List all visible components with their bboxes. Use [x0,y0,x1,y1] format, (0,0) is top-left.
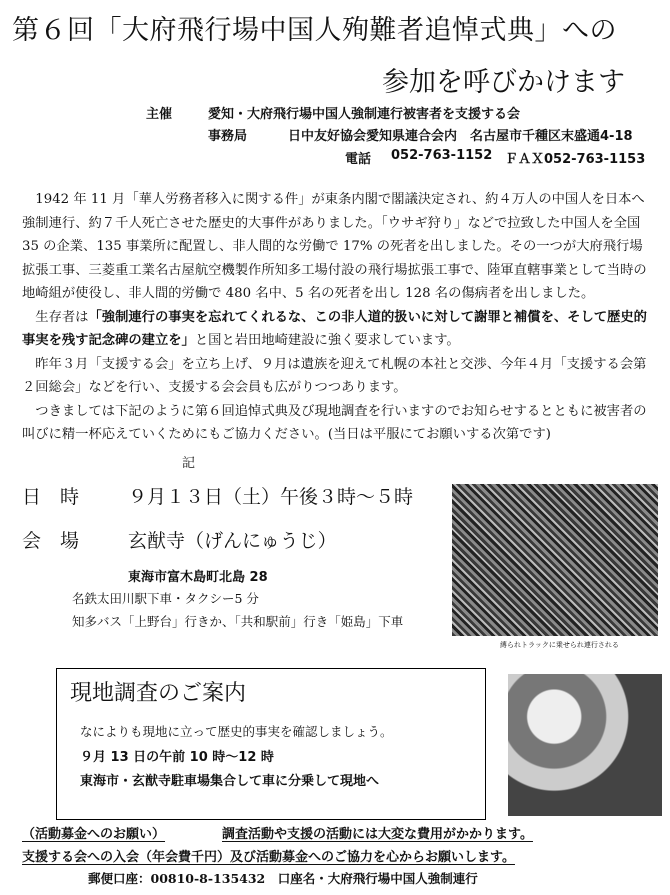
page-title-line1: 第６回「大府飛行場中国人殉難者追悼式典」への [12,15,617,46]
survey-photo [508,674,662,816]
ki-heading: 記 [182,456,196,471]
survey-line1: なによりも現地に立って歴史的事実を確認しましょう。 [80,724,393,739]
fax-number: ＦＡＸ052-763-1153 [505,152,646,167]
venue-address: 東海市富木島町北島 28 [128,570,268,585]
paragraph-2-pre: 生存者は [35,309,89,325]
paragraph-4: つきましては下記のように第６回追悼式典及び現地調査を行いますのでお知らせするとともに被害者の叫びに精一杯応えていくためにもご協力ください。(当日は平服にてお願いする次第です) [22,403,647,442]
appeal-text: 調査活動や支援の活動には大変な費用がかかります。 [222,827,533,842]
venue-value: 玄猷寺（げんにゅうじ） [128,530,337,552]
survey-title: 現地調査のご案内 [70,681,247,706]
paragraph-3: 昨年３月「支援する会」を立ち上げ、９月は遺族を迎えて札幌の本社と交渉、今年４月「支援する会第２回総会」などを行い、支援する会会員も広がりつつあります。 [22,356,647,395]
historical-photo [452,484,658,636]
access-train: 名鉄太田川駅下車・タクシー5 分 [72,591,259,606]
survivor-demand: 「強制連行の事実を忘れてくれるな、この非人道的扱いに対して謝罪と補償を、そして歴史的事実を残す記念碑の建立を」 [22,309,647,348]
survey-meeting: 東海市・玄猷寺駐車場集合して車に分乗して現地へ [80,774,380,789]
office-label: 事務局 [208,129,248,144]
office-address: 日中友好協会愛知県連合会内 名古屋市千種区末盛通4-18 [288,129,633,144]
body-text [22,188,652,447]
photo-caption: 縛られトラックに乗せられ連行される [500,641,619,649]
venue-label: 会 場 [22,530,80,552]
date-label: 日 時 [22,486,80,508]
join-appeal: 支援する会への入会（年会費千円）及び活動募金へのご協力を心からお願いします。 [22,850,515,865]
appeal-label: （活動募金へのお願い） [22,827,166,842]
postal-account: 郵便口座：00810-8-135432 口座名・大府飛行場中国人強制連行 [88,871,478,886]
sponsor-label: 主催 [146,107,173,122]
paragraph-2-post: と国と岩田地崎建設に強く要求しています。 [194,333,460,348]
paragraph-2 [22,306,652,353]
sponsor-name: 愛知・大府飛行場中国人強制連行被害者を支援する会 [208,107,521,122]
page-title-line2: 参加を呼びかけます [382,67,625,98]
phone-label: 電話 [345,152,372,167]
access-bus: 知多バス「上野台」行きか、「共和駅前」行き「姫島」下車 [72,614,404,629]
date-value: ９月１３日（土）午後３時～５時 [128,486,414,508]
phone-number: 052-763-1152 [391,148,493,163]
survey-time: ９月 13 日の午前 10 時～12 時 [80,750,274,765]
paragraph-1: 1942 年 11 月「華人労務者移入に関する件」が東条内閣で閣議決定され、約４万人の中国人を日本へ強制連行、約７千人死亡させた歴史的大事件がありました。「ウサギ狩り」などで拉致した中国人を全国 35 の企業、135 事業所に配置し、非人間的な労働で 17% の死者を出しました。その一つが大府飛行場拡張工事、三菱重工業名古屋航空機製作所知多工場付設の飛行場拡張工事で、陸軍直轄事業として当時の地崎組が使役し、非人間的労働で 480 名中、5 名の死者を出し 128 名の傷病者を出しました。 [22,192,647,301]
